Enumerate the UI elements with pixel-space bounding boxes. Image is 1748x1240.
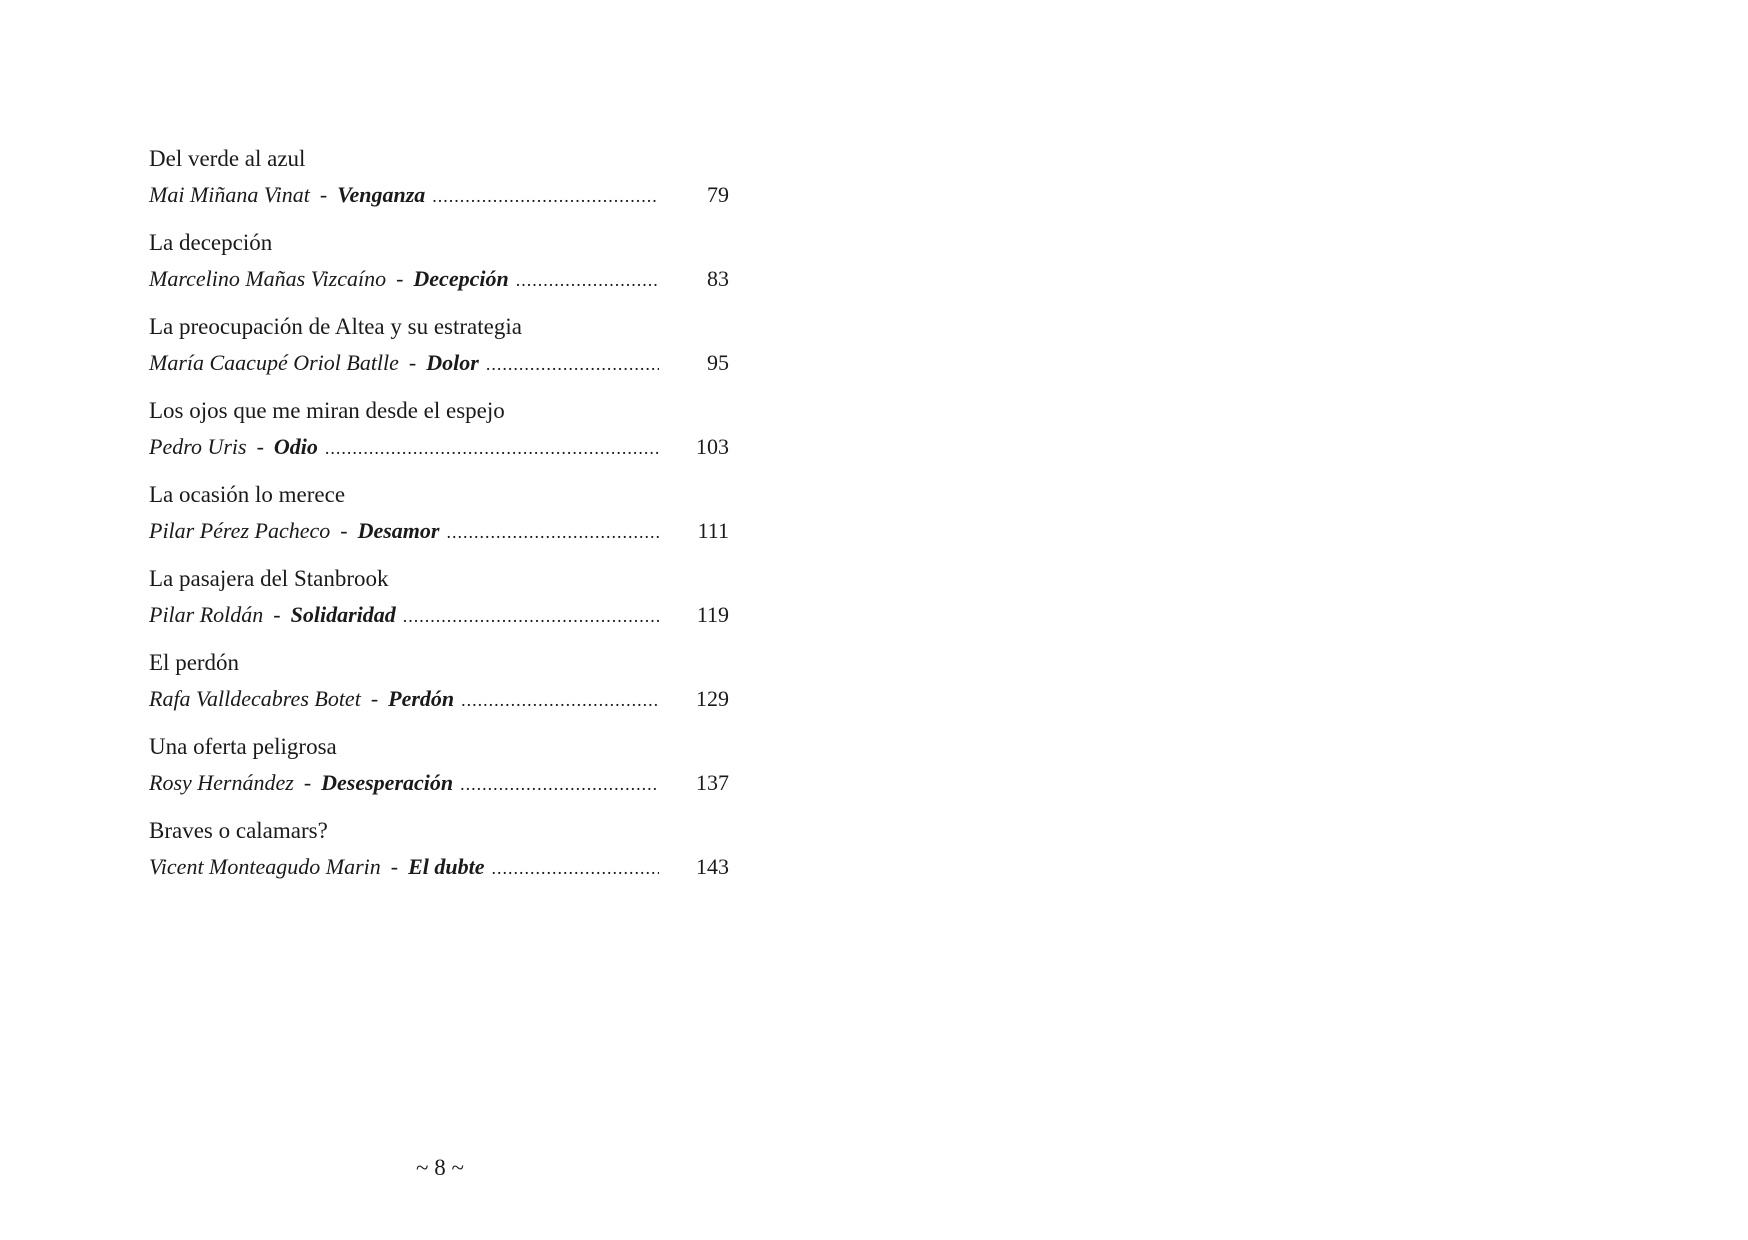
dot-leader [486,349,659,379]
entry-theme: El dubte [408,854,485,879]
entry-page-number: 119 [696,602,729,627]
entry-separator: - [370,686,379,711]
dot-leader [516,265,659,295]
toc-entry [149,140,729,224]
entry-theme: Perdón [388,686,455,711]
dot-leader [492,853,660,883]
entry-line [149,432,729,462]
entry-theme: Desesperación [321,770,454,795]
dot-leader [461,685,659,715]
entry-page-number: 143 [696,854,729,879]
dot-leader [325,433,659,463]
entry-line [149,852,729,882]
entry-theme: Dolor [426,350,479,375]
dot-leader [432,181,659,211]
entry-page-number: 103 [696,434,729,459]
entry-theme: Decepción [413,266,509,291]
entry-author: María Caacupé Oriol Batlle [149,350,399,375]
entry-title: Los ojos que me miran desde el espejo [149,398,505,423]
entry-title: La preocupación de Altea y su estrategia [149,314,522,339]
toc-entry [149,308,729,392]
entry-author: Pedro Uris [149,434,247,459]
dot-leader [403,601,659,631]
entry-title: La ocasión lo merece [149,482,346,507]
toc-entry [149,728,729,812]
entry-title: La decepción [149,230,273,255]
entry-page-number: 79 [707,182,729,207]
entry-separator: - [340,518,348,543]
entry-separator: - [303,770,312,795]
entry-separator: - [319,182,328,207]
entry-author: Pilar Pérez Pacheco [149,518,331,543]
entry-line [149,516,729,546]
entry-author: Marcelino Mañas Vizcaíno [149,266,387,291]
entry-title: Una oferta peligrosa [149,734,337,759]
entry-author: Pilar Roldán [149,602,264,627]
entry-page-number: 83 [707,266,729,291]
entry-separator: - [256,434,264,459]
entry-author: Rafa Valldecabres Botet [149,686,361,711]
toc-entry [149,644,729,728]
entry-title: El perdón [149,650,240,675]
entry-title: Del verde al azul [149,146,306,171]
entry-line [149,600,729,630]
entry-theme: Desamor [357,518,440,543]
entry-separator: - [396,266,404,291]
entry-author: Mai Miñana Vinat [149,182,310,207]
entry-separator: - [390,854,399,879]
entry-line [149,180,729,210]
entry-page-number: 129 [696,686,729,711]
entry-page-number: 111 [697,518,729,543]
entry-line [149,768,729,798]
toc-entry [149,224,729,308]
entry-theme: Venganza [337,182,426,207]
entry-title: Braves o calamars? [149,818,328,843]
page-number-footer: ~ 8 ~ [416,1155,464,1180]
entry-line [149,684,729,714]
entry-page-number: 95 [707,350,729,375]
entry-page-number: 137 [696,770,729,795]
entry-theme: Odio [273,434,318,459]
toc-entry [149,476,729,560]
entry-theme: Solidaridad [290,602,396,627]
toc-entry [149,392,729,476]
dot-leader [446,517,659,547]
table-of-contents [149,140,729,896]
entry-author: Vicent Monteagudo Marin [149,854,381,879]
dot-leader [460,769,659,799]
entry-author: Rosy Hernández [149,770,294,795]
entry-line [149,264,729,294]
entry-line [149,348,729,378]
entry-separator: - [273,602,281,627]
entry-title: La pasajera del Stanbrook [149,566,389,591]
entry-separator: - [408,350,417,375]
toc-entry [149,560,729,644]
toc-entry [149,812,729,896]
